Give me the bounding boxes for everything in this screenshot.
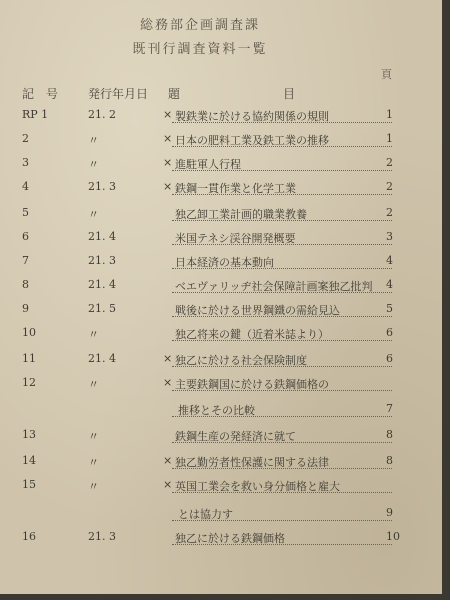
leader-line [172, 316, 392, 317]
list-item [0, 478, 450, 498]
issue-date: 21. 4 [88, 230, 116, 243]
list-item [0, 156, 450, 176]
page-number: 2 [386, 180, 393, 193]
doc-number: 10 [22, 326, 36, 339]
department-heading: 総務部企画調査課 [139, 18, 260, 33]
list-item [0, 506, 450, 526]
leader-line [172, 292, 392, 293]
doc-number: 2 [22, 132, 29, 145]
leader-line [172, 544, 392, 545]
issue-date: 21. 5 [88, 302, 116, 315]
list-item [0, 206, 450, 226]
page-number: 9 [386, 506, 393, 519]
doc-title: 独乙卸工業計画的職業教養 [175, 208, 307, 221]
page-column-header: 頁 [381, 68, 392, 81]
doc-number: 3 [22, 156, 29, 169]
list-item [0, 278, 450, 298]
leader-line [172, 442, 392, 443]
doc-title: 独乙勤労者性保護に関する法律 [175, 456, 329, 469]
page-number: 3 [386, 230, 393, 243]
x-mark: × [163, 108, 173, 121]
page-number: 2 [386, 156, 393, 169]
doc-title: 米国テネシ渓谷開発概要 [175, 232, 296, 245]
issue-date: 〃 [88, 208, 99, 221]
leader-line [172, 194, 392, 195]
issue-date: 21. 2 [88, 108, 116, 121]
list-item [0, 302, 450, 322]
list-item [0, 108, 450, 128]
doc-title: とは協力す [178, 508, 233, 521]
page-number: 5 [386, 302, 393, 315]
doc-title: 独乙将来の鍵（近着米誌より） [175, 328, 329, 341]
x-mark: × [163, 156, 173, 169]
page-number: 6 [386, 352, 393, 365]
doc-title: ベエヴァリッヂ社会保障計画案独乙批判 [175, 280, 373, 293]
page-number: 4 [386, 254, 393, 267]
doc-title: 独乙に於ける社会保険制度 [175, 354, 307, 367]
doc-number: RP 1 [22, 108, 49, 121]
list-item [0, 254, 450, 274]
doc-title: 日本経済の基本動向 [175, 256, 274, 269]
leader-line [172, 220, 392, 221]
doc-title: 進駐軍人行程 [175, 158, 241, 171]
issue-date: 〃 [88, 378, 99, 391]
list-item [0, 326, 450, 346]
page-number: 6 [386, 326, 393, 339]
date-column-header: 発行年月日 [88, 87, 149, 101]
leader-line [172, 520, 392, 521]
doc-title: 製鉄業に於ける協約関係の規則 [175, 110, 329, 123]
list-item [0, 180, 450, 200]
issue-date: 〃 [88, 328, 99, 341]
leader-line [172, 366, 392, 367]
doc-title: 主要鉄鋼国に於ける鉄鋼価格の [175, 378, 329, 391]
issue-date: 〃 [88, 480, 99, 493]
page-number: 2 [386, 206, 393, 219]
leader-line [172, 492, 392, 493]
leader-line [172, 468, 392, 469]
photo-edge-bottom [0, 594, 450, 600]
list-item [0, 352, 450, 372]
number-column-header: 記 号 [22, 87, 59, 101]
doc-number: 15 [22, 478, 36, 491]
subject-column-header: 題 [168, 87, 181, 101]
list-item [0, 428, 450, 448]
doc-title: 日本の肥料工業及鉄工業の推移 [175, 134, 329, 147]
issue-date: 〃 [88, 134, 99, 147]
doc-number: 12 [22, 376, 36, 389]
page-number: 1 [386, 132, 393, 145]
leader-line [172, 146, 392, 147]
doc-number: 9 [22, 302, 29, 315]
x-mark: × [163, 180, 173, 193]
x-mark: × [163, 454, 173, 467]
doc-number: 4 [22, 180, 29, 193]
page-number: 8 [386, 428, 393, 441]
doc-number: 14 [22, 454, 36, 467]
leader-line [172, 390, 392, 391]
leader-line [172, 268, 392, 269]
issue-date: 〃 [88, 158, 99, 171]
doc-title: 英国工業会を救い身分価格と雇大 [175, 480, 340, 493]
doc-title: 推移とその比較 [178, 404, 255, 417]
subject-column-header-2: 目 [283, 87, 296, 101]
list-title: 既刊行調査資料一覧 [132, 42, 268, 57]
issue-date: 21. 4 [88, 352, 116, 365]
issue-date: 〃 [88, 456, 99, 469]
x-mark: × [163, 478, 173, 491]
doc-number: 16 [22, 530, 36, 543]
doc-title: 独乙に於ける鉄鋼価格 [175, 532, 285, 545]
page-number: 1 [386, 108, 393, 121]
x-mark: × [163, 132, 173, 145]
issue-date: 21. 3 [88, 180, 116, 193]
doc-number: 8 [22, 278, 29, 291]
leader-line [172, 122, 392, 123]
doc-title: 鉄鋼生産の発経済に就て [175, 430, 296, 443]
leader-line [172, 416, 392, 417]
doc-number: 5 [22, 206, 29, 219]
list-item [0, 402, 450, 422]
issue-date: 21. 4 [88, 278, 116, 291]
page-number: 8 [386, 454, 393, 467]
list-item [0, 454, 450, 474]
list-item [0, 530, 450, 550]
leader-line [172, 170, 392, 171]
page-number: 7 [386, 402, 393, 415]
photo-edge [442, 0, 450, 600]
page-number: 4 [386, 278, 393, 291]
issue-date: 21. 3 [88, 530, 116, 543]
doc-number: 7 [22, 254, 29, 267]
x-mark: × [163, 376, 173, 389]
list-item [0, 132, 450, 152]
issue-date: 21. 3 [88, 254, 116, 267]
doc-number: 6 [22, 230, 29, 243]
doc-title: 鉄鋼一貫作業と化学工業 [175, 182, 296, 195]
leader-line [172, 340, 392, 341]
page-number: 10 [386, 530, 400, 543]
list-item [0, 230, 450, 250]
list-item [0, 376, 450, 396]
doc-title: 戦後に於ける世界鋼鐵の需給見込 [175, 304, 340, 317]
x-mark: × [163, 352, 173, 365]
leader-line [172, 244, 392, 245]
doc-number: 11 [22, 352, 36, 365]
doc-number: 13 [22, 428, 36, 441]
issue-date: 〃 [88, 430, 99, 443]
